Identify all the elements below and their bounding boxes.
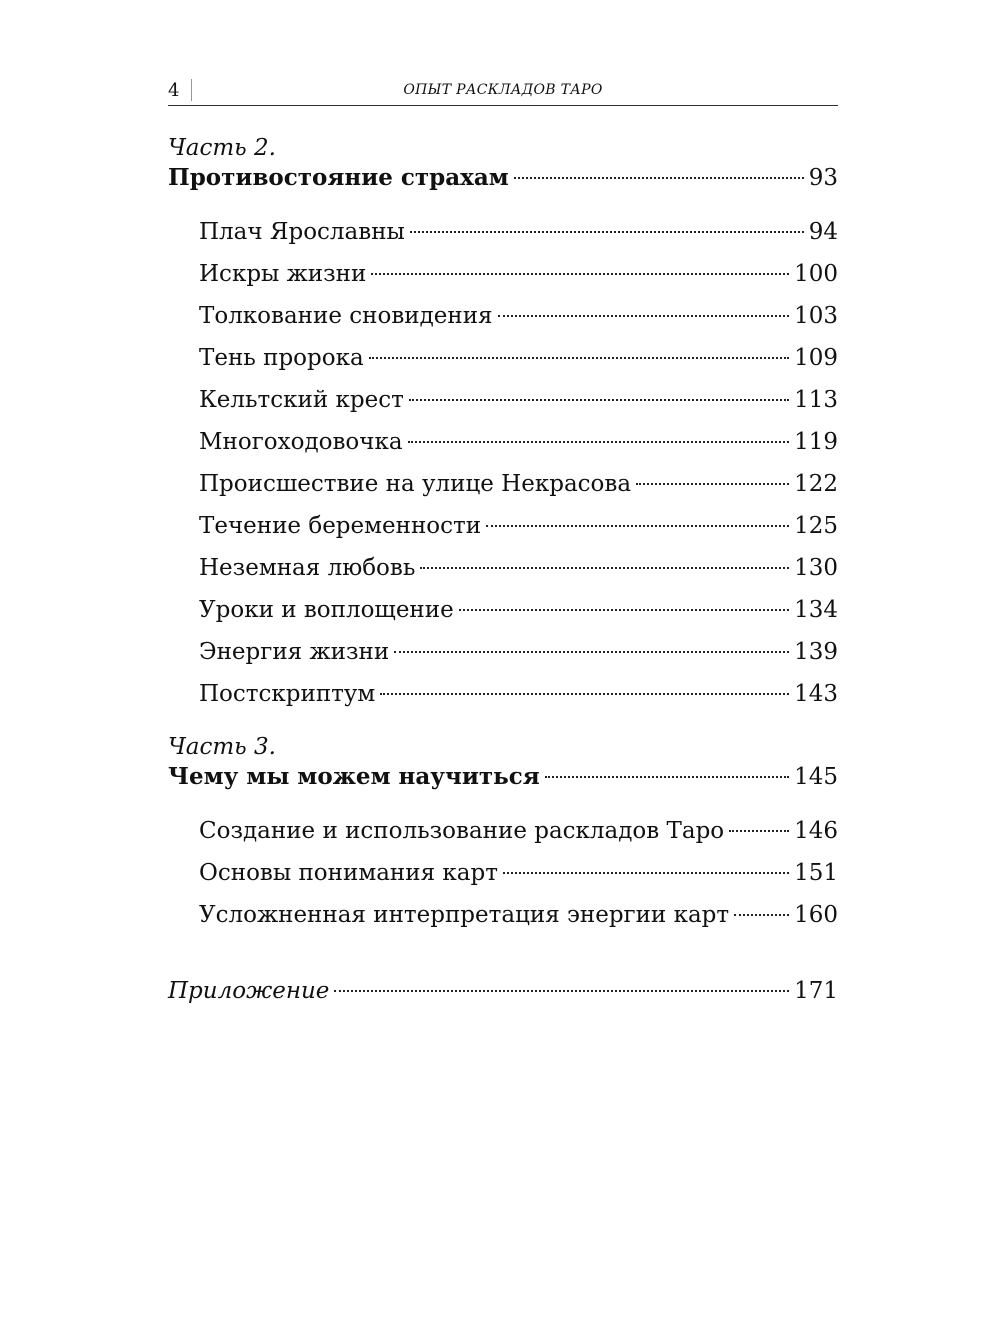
toc-entry-title: Плач Ярославны	[199, 219, 405, 245]
dot-leader	[380, 693, 789, 695]
part3-page: 145	[794, 764, 838, 790]
dot-leader	[636, 483, 789, 485]
toc-entry-page: 125	[794, 513, 838, 539]
appendix-title: Приложение	[168, 978, 330, 1004]
toc-entry-title: Создание и использование раскладов Таро	[199, 818, 725, 844]
toc-entry	[168, 253, 838, 295]
dot-leader	[734, 914, 789, 916]
toc-entry-title: Толкование сновидения	[199, 303, 493, 329]
dot-leader	[409, 399, 789, 401]
running-head	[168, 72, 838, 106]
toc-entry	[168, 589, 838, 631]
dot-leader	[459, 609, 789, 611]
toc-entry-title: Основы понимания карт	[199, 860, 498, 886]
book-title: ОПЫТ РАСКЛАДОВ ТАРО	[403, 82, 603, 98]
toc-entry-title: Тень пророка	[199, 345, 364, 371]
toc-entry-page: 146	[794, 818, 838, 844]
toc-entry	[168, 894, 838, 936]
toc-entry-page: 134	[794, 597, 838, 623]
toc-entry	[168, 211, 838, 253]
toc-entry	[168, 421, 838, 463]
toc-entry-title: Неземная любовь	[199, 555, 416, 581]
dot-leader	[408, 441, 790, 443]
toc-entry-page: 122	[794, 471, 838, 497]
toc-entry	[168, 505, 838, 547]
toc-entry-page: 130	[794, 555, 838, 581]
toc-entry-title: Искры жизни	[199, 261, 367, 287]
part3-title: Чему мы можем научиться	[168, 763, 540, 790]
toc-entry-page: 139	[794, 639, 838, 665]
toc-entry-title: Усложненная интерпретация энергии карт	[199, 902, 730, 928]
toc-entry	[168, 810, 838, 852]
dot-leader	[334, 990, 789, 992]
dot-leader	[514, 177, 804, 179]
toc-entry	[168, 337, 838, 379]
part2-page: 93	[808, 165, 838, 191]
dot-leader	[369, 357, 789, 359]
part3-section	[168, 732, 838, 936]
book-page	[168, 72, 838, 1006]
toc-entry-title: Энергия жизни	[199, 639, 390, 665]
toc-entry	[168, 463, 838, 505]
toc-entry	[168, 673, 838, 715]
page-number: 4	[168, 80, 180, 101]
toc-entry-page: 94	[808, 219, 838, 245]
part2-title: Противостояние страхам	[168, 164, 509, 191]
dot-leader	[420, 567, 789, 569]
toc-entry-title: Многоходовочка	[199, 429, 403, 455]
part2-section	[168, 133, 838, 715]
part2-entries	[168, 211, 838, 715]
toc-entry-page: 109	[794, 345, 838, 371]
toc-entry-title: Течение беременности	[199, 513, 482, 539]
part3-entries	[168, 810, 838, 936]
dot-leader	[545, 776, 789, 778]
toc-entry	[168, 379, 838, 421]
toc-entry-title: Постскриптум	[199, 681, 376, 707]
dot-leader	[729, 830, 789, 832]
toc-entry-page: 143	[794, 681, 838, 707]
dot-leader	[371, 273, 789, 275]
toc-entry-page: 160	[794, 902, 838, 928]
toc-entry-page: 103	[794, 303, 838, 329]
toc-entry-page: 100	[794, 261, 838, 287]
part2-label: Часть 2.	[168, 135, 276, 161]
toc-entry-title: Уроки и воплощение	[199, 597, 454, 623]
dot-leader	[394, 651, 789, 653]
toc-entry	[168, 631, 838, 673]
dot-leader	[410, 231, 804, 233]
toc-entry-page: 151	[794, 860, 838, 886]
toc-entry-title: Кельтский крест	[199, 387, 404, 413]
part2-heading-row	[168, 163, 838, 193]
part3-label: Часть 3.	[168, 734, 276, 760]
part3-heading-row	[168, 762, 838, 792]
dot-leader	[503, 872, 789, 874]
dot-leader	[486, 525, 789, 527]
toc-entry-page: 119	[794, 429, 838, 455]
appendix-page: 171	[794, 978, 838, 1004]
toc-entry-title: Происшествие на улице Некрасова	[199, 471, 632, 497]
toc-entry	[168, 295, 838, 337]
dot-leader	[498, 315, 790, 317]
appendix-row	[168, 976, 838, 1006]
toc-entry	[168, 852, 838, 894]
toc-entry-page: 113	[794, 387, 838, 413]
toc-entry	[168, 547, 838, 589]
